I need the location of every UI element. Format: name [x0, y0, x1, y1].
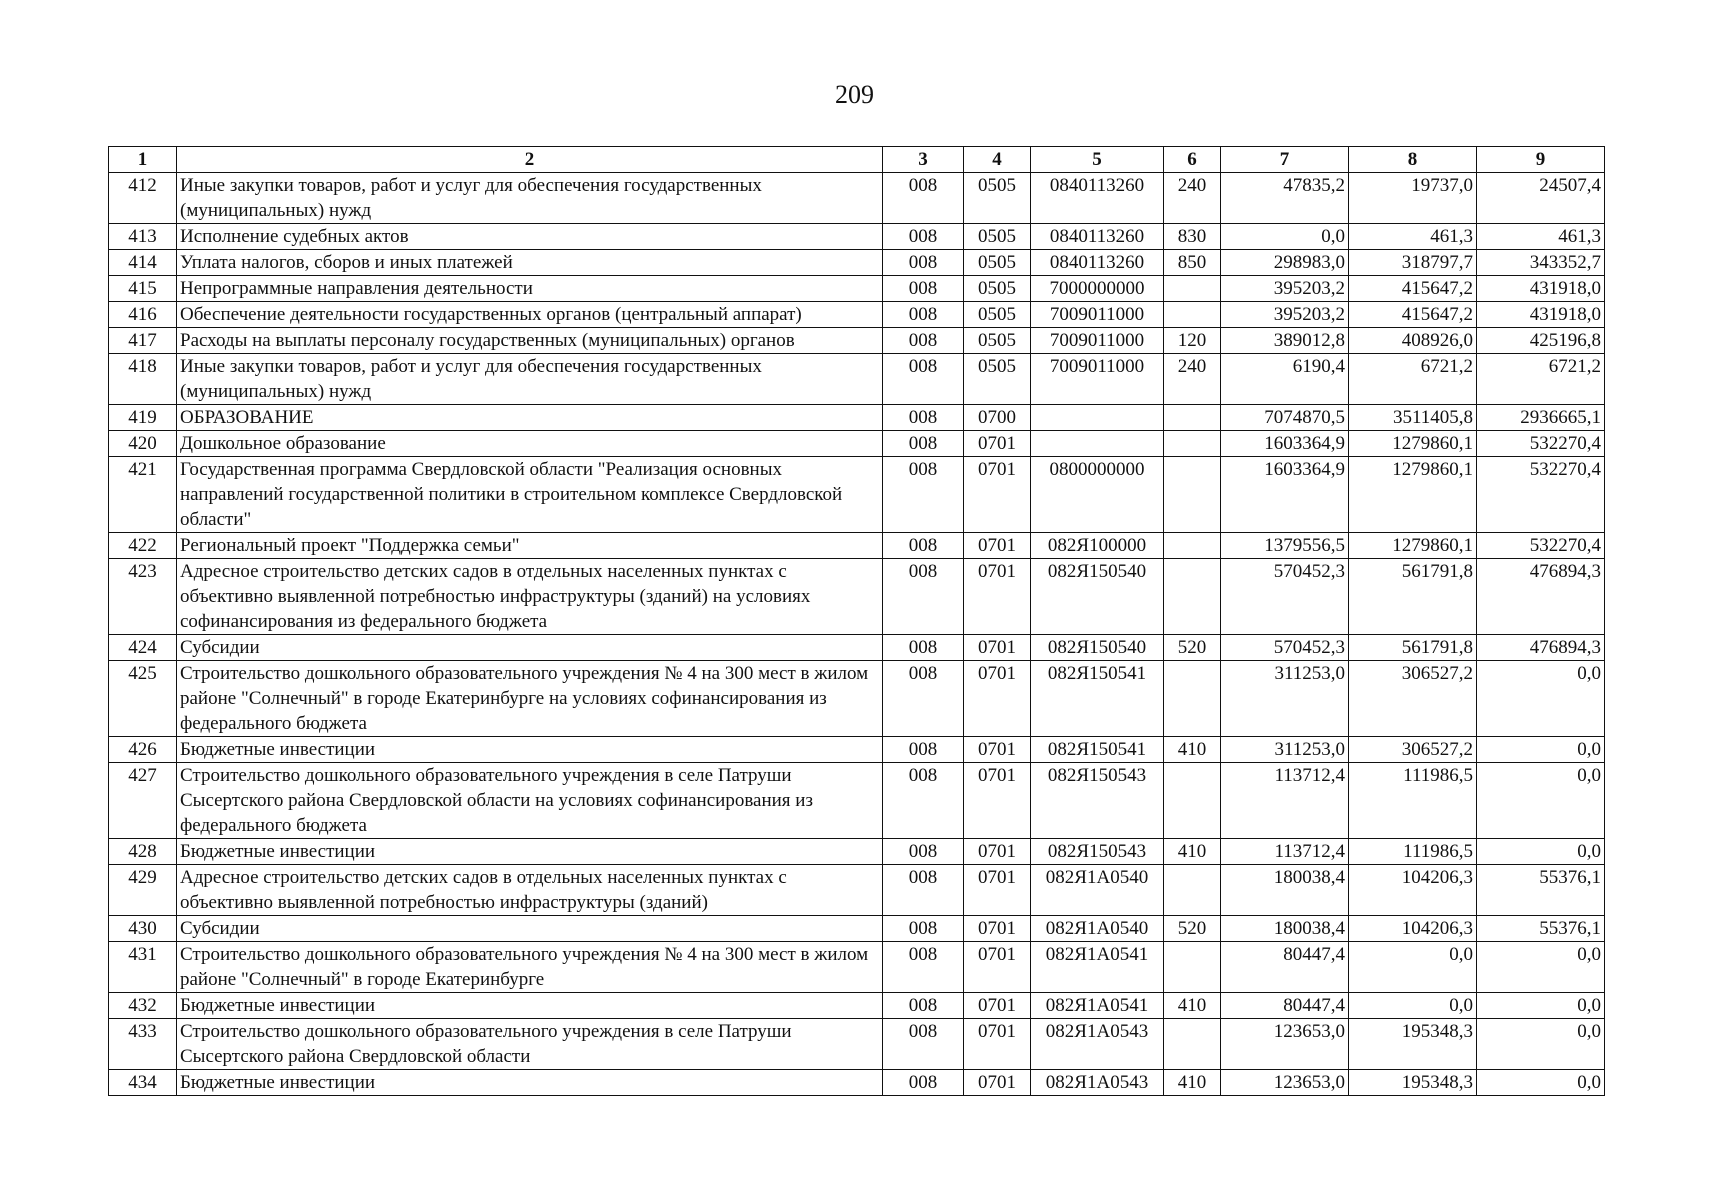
amount-cell-col8: 306527,2 [1349, 661, 1477, 737]
target-article-cell: 0840113260 [1031, 224, 1164, 250]
row-number-cell: 415 [109, 276, 177, 302]
row-number-cell: 414 [109, 250, 177, 276]
amount-cell-col8: 111986,5 [1349, 839, 1477, 865]
table-row [109, 737, 1605, 763]
department-code-cell: 008 [883, 224, 964, 250]
amount-cell-col9: 532270,4 [1477, 457, 1605, 533]
amount-cell-col9: 24507,4 [1477, 173, 1605, 224]
department-code-cell: 008 [883, 173, 964, 224]
amount-cell-col7: 123653,0 [1221, 1019, 1349, 1070]
table-row [109, 302, 1605, 328]
column-header: 2 [177, 147, 883, 173]
amount-cell-col8: 0,0 [1349, 993, 1477, 1019]
expense-type-cell: 830 [1164, 224, 1221, 250]
section-code-cell: 0701 [964, 737, 1031, 763]
target-article-cell: 082Я100000 [1031, 533, 1164, 559]
amount-cell-col8: 195348,3 [1349, 1019, 1477, 1070]
amount-cell-col8: 6721,2 [1349, 354, 1477, 405]
item-name-cell: ОБРАЗОВАНИЕ [177, 405, 883, 431]
target-article-cell [1031, 431, 1164, 457]
row-number-cell: 434 [109, 1070, 177, 1096]
row-number-cell: 412 [109, 173, 177, 224]
department-code-cell: 008 [883, 737, 964, 763]
column-header: 6 [1164, 147, 1221, 173]
row-number-cell: 426 [109, 737, 177, 763]
row-number-cell: 413 [109, 224, 177, 250]
table-row [109, 276, 1605, 302]
section-code-cell: 0701 [964, 916, 1031, 942]
table-row [109, 559, 1605, 635]
expense-type-cell: 520 [1164, 635, 1221, 661]
section-code-cell: 0505 [964, 250, 1031, 276]
item-name-cell: Строительство дошкольного образовательного учреждения в селе Патруши Сысертского района Свердловской области [177, 1019, 883, 1070]
amount-cell-col8: 195348,3 [1349, 1070, 1477, 1096]
table-row [109, 431, 1605, 457]
amount-cell-col8: 461,3 [1349, 224, 1477, 250]
department-code-cell: 008 [883, 1070, 964, 1096]
table-row [109, 865, 1605, 916]
item-name-cell: Строительство дошкольного образовательного учреждения в селе Патруши Сысертского района Свердловской области на условиях софинансирования из федерального бюджета [177, 763, 883, 839]
row-number-cell: 431 [109, 942, 177, 993]
item-name-cell: Непрограммные направления деятельности [177, 276, 883, 302]
row-number-cell: 425 [109, 661, 177, 737]
table-row [109, 916, 1605, 942]
expense-type-cell: 240 [1164, 354, 1221, 405]
section-code-cell: 0701 [964, 993, 1031, 1019]
amount-cell-col8: 19737,0 [1349, 173, 1477, 224]
amount-cell-col9: 476894,3 [1477, 635, 1605, 661]
section-code-cell: 0505 [964, 173, 1031, 224]
expense-type-cell: 410 [1164, 993, 1221, 1019]
amount-cell-col8: 0,0 [1349, 942, 1477, 993]
row-number-cell: 418 [109, 354, 177, 405]
amount-cell-col8: 561791,8 [1349, 635, 1477, 661]
target-article-cell: 0800000000 [1031, 457, 1164, 533]
target-article-cell: 082Я1А0540 [1031, 916, 1164, 942]
row-number-cell: 429 [109, 865, 177, 916]
amount-cell-col9: 0,0 [1477, 763, 1605, 839]
table-row [109, 763, 1605, 839]
expense-type-cell [1164, 559, 1221, 635]
amount-cell-col8: 1279860,1 [1349, 533, 1477, 559]
amount-cell-col9: 343352,7 [1477, 250, 1605, 276]
table-row [109, 250, 1605, 276]
amount-cell-col9: 461,3 [1477, 224, 1605, 250]
target-article-cell: 7009011000 [1031, 354, 1164, 405]
item-name-cell: Субсидии [177, 635, 883, 661]
table-row [109, 661, 1605, 737]
table-row [109, 405, 1605, 431]
row-number-cell: 432 [109, 993, 177, 1019]
amount-cell-col9: 431918,0 [1477, 276, 1605, 302]
department-code-cell: 008 [883, 839, 964, 865]
table-body [109, 173, 1605, 1096]
department-code-cell: 008 [883, 328, 964, 354]
department-code-cell: 008 [883, 763, 964, 839]
target-article-cell: 7000000000 [1031, 276, 1164, 302]
amount-cell-col9: 476894,3 [1477, 559, 1605, 635]
expense-type-cell [1164, 431, 1221, 457]
amount-cell-col7: 395203,2 [1221, 276, 1349, 302]
target-article-cell: 7009011000 [1031, 302, 1164, 328]
amount-cell-col8: 561791,8 [1349, 559, 1477, 635]
row-number-cell: 423 [109, 559, 177, 635]
row-number-cell: 430 [109, 916, 177, 942]
amount-cell-col7: 311253,0 [1221, 661, 1349, 737]
department-code-cell: 008 [883, 457, 964, 533]
department-code-cell: 008 [883, 916, 964, 942]
amount-cell-col8: 415647,2 [1349, 276, 1477, 302]
section-code-cell: 0505 [964, 354, 1031, 405]
expense-type-cell [1164, 533, 1221, 559]
amount-cell-col9: 0,0 [1477, 839, 1605, 865]
item-name-cell: Региональный проект "Поддержка семьи" [177, 533, 883, 559]
table-row [109, 1019, 1605, 1070]
section-code-cell: 0701 [964, 942, 1031, 993]
table-row [109, 1070, 1605, 1096]
amount-cell-col7: 47835,2 [1221, 173, 1349, 224]
table-row [109, 533, 1605, 559]
department-code-cell: 008 [883, 431, 964, 457]
item-name-cell: Строительство дошкольного образовательного учреждения № 4 на 300 мест в жилом районе "Солнечный" в городе Екатеринбурге [177, 942, 883, 993]
section-code-cell: 0701 [964, 533, 1031, 559]
section-code-cell: 0701 [964, 559, 1031, 635]
target-article-cell [1031, 405, 1164, 431]
item-name-cell: Адресное строительство детских садов в отдельных населенных пунктах с объективно выявленной потребностью инфраструктуры (зданий) на условиях софинансирования из федерального бюджета [177, 559, 883, 635]
amount-cell-col7: 570452,3 [1221, 635, 1349, 661]
expense-type-cell [1164, 1019, 1221, 1070]
amount-cell-col8: 111986,5 [1349, 763, 1477, 839]
table-row [109, 635, 1605, 661]
expense-type-cell [1164, 457, 1221, 533]
target-article-cell: 7009011000 [1031, 328, 1164, 354]
target-article-cell: 0840113260 [1031, 173, 1164, 224]
expense-type-cell [1164, 942, 1221, 993]
column-header: 9 [1477, 147, 1605, 173]
item-name-cell: Иные закупки товаров, работ и услуг для обеспечения государственных (муниципальных) нужд [177, 173, 883, 224]
amount-cell-col7: 180038,4 [1221, 865, 1349, 916]
column-header: 3 [883, 147, 964, 173]
target-article-cell: 082Я150543 [1031, 763, 1164, 839]
row-number-cell: 416 [109, 302, 177, 328]
amount-cell-col9: 431918,0 [1477, 302, 1605, 328]
expense-type-cell: 410 [1164, 1070, 1221, 1096]
expense-type-cell: 520 [1164, 916, 1221, 942]
column-header: 4 [964, 147, 1031, 173]
row-number-cell: 428 [109, 839, 177, 865]
row-number-cell: 420 [109, 431, 177, 457]
column-header: 1 [109, 147, 177, 173]
table-header-row [109, 147, 1605, 173]
item-name-cell: Бюджетные инвестиции [177, 1070, 883, 1096]
expense-type-cell [1164, 302, 1221, 328]
amount-cell-col7: 1379556,5 [1221, 533, 1349, 559]
department-code-cell: 008 [883, 250, 964, 276]
amount-cell-col9: 2936665,1 [1477, 405, 1605, 431]
amount-cell-col7: 298983,0 [1221, 250, 1349, 276]
section-code-cell: 0701 [964, 763, 1031, 839]
amount-cell-col8: 1279860,1 [1349, 431, 1477, 457]
amount-cell-col9: 0,0 [1477, 993, 1605, 1019]
table-row [109, 328, 1605, 354]
expense-type-cell [1164, 661, 1221, 737]
amount-cell-col9: 532270,4 [1477, 431, 1605, 457]
row-number-cell: 433 [109, 1019, 177, 1070]
amount-cell-col7: 311253,0 [1221, 737, 1349, 763]
amount-cell-col7: 389012,8 [1221, 328, 1349, 354]
column-header: 7 [1221, 147, 1349, 173]
row-number-cell: 424 [109, 635, 177, 661]
item-name-cell: Бюджетные инвестиции [177, 737, 883, 763]
amount-cell-col9: 0,0 [1477, 942, 1605, 993]
expense-type-cell: 120 [1164, 328, 1221, 354]
expense-type-cell [1164, 865, 1221, 916]
amount-cell-col9: 0,0 [1477, 1070, 1605, 1096]
row-number-cell: 419 [109, 405, 177, 431]
section-code-cell: 0505 [964, 276, 1031, 302]
amount-cell-col8: 306527,2 [1349, 737, 1477, 763]
section-code-cell: 0701 [964, 865, 1031, 916]
section-code-cell: 0505 [964, 224, 1031, 250]
expense-type-cell [1164, 276, 1221, 302]
expense-type-cell [1164, 763, 1221, 839]
amount-cell-col7: 80447,4 [1221, 942, 1349, 993]
amount-cell-col8: 318797,7 [1349, 250, 1477, 276]
department-code-cell: 008 [883, 942, 964, 993]
section-code-cell: 0701 [964, 839, 1031, 865]
department-code-cell: 008 [883, 865, 964, 916]
amount-cell-col7: 0,0 [1221, 224, 1349, 250]
item-name-cell: Государственная программа Свердловской области "Реализация основных направлений государственной политики в строительном комплексе Свердловской области" [177, 457, 883, 533]
target-article-cell: 0840113260 [1031, 250, 1164, 276]
item-name-cell: Бюджетные инвестиции [177, 993, 883, 1019]
department-code-cell: 008 [883, 533, 964, 559]
section-code-cell: 0701 [964, 1019, 1031, 1070]
amount-cell-col9: 425196,8 [1477, 328, 1605, 354]
amount-cell-col7: 1603364,9 [1221, 457, 1349, 533]
table-row [109, 354, 1605, 405]
row-number-cell: 421 [109, 457, 177, 533]
table-row [109, 839, 1605, 865]
item-name-cell: Адресное строительство детских садов в отдельных населенных пунктах с объективно выявленной потребностью инфраструктуры (зданий) [177, 865, 883, 916]
page-number: 209 [835, 80, 874, 109]
target-article-cell: 082Я150543 [1031, 839, 1164, 865]
amount-cell-col7: 113712,4 [1221, 839, 1349, 865]
department-code-cell: 008 [883, 559, 964, 635]
amount-cell-col9: 55376,1 [1477, 916, 1605, 942]
amount-cell-col9: 55376,1 [1477, 865, 1605, 916]
section-code-cell: 0701 [964, 457, 1031, 533]
amount-cell-col8: 408926,0 [1349, 328, 1477, 354]
expense-type-cell: 240 [1164, 173, 1221, 224]
item-name-cell: Исполнение судебных актов [177, 224, 883, 250]
table-row [109, 224, 1605, 250]
department-code-cell: 008 [883, 1019, 964, 1070]
section-code-cell: 0701 [964, 635, 1031, 661]
budget-table [108, 146, 1605, 1096]
target-article-cell: 082Я150540 [1031, 635, 1164, 661]
amount-cell-col7: 395203,2 [1221, 302, 1349, 328]
table-row [109, 942, 1605, 993]
amount-cell-col9: 6721,2 [1477, 354, 1605, 405]
department-code-cell: 008 [883, 635, 964, 661]
item-name-cell: Уплата налогов, сборов и иных платежей [177, 250, 883, 276]
amount-cell-col7: 80447,4 [1221, 993, 1349, 1019]
amount-cell-col7: 7074870,5 [1221, 405, 1349, 431]
table-row [109, 457, 1605, 533]
amount-cell-col7: 570452,3 [1221, 559, 1349, 635]
department-code-cell: 008 [883, 354, 964, 405]
amount-cell-col9: 532270,4 [1477, 533, 1605, 559]
amount-cell-col7: 113712,4 [1221, 763, 1349, 839]
department-code-cell: 008 [883, 302, 964, 328]
department-code-cell: 008 [883, 276, 964, 302]
item-name-cell: Расходы на выплаты персоналу государственных (муниципальных) органов [177, 328, 883, 354]
department-code-cell: 008 [883, 405, 964, 431]
amount-cell-col8: 104206,3 [1349, 865, 1477, 916]
expense-type-cell: 410 [1164, 839, 1221, 865]
target-article-cell: 082Я1А0543 [1031, 1019, 1164, 1070]
section-code-cell: 0700 [964, 405, 1031, 431]
target-article-cell: 082Я1А0541 [1031, 942, 1164, 993]
section-code-cell: 0505 [964, 328, 1031, 354]
target-article-cell: 082Я1А0541 [1031, 993, 1164, 1019]
target-article-cell: 082Я150540 [1031, 559, 1164, 635]
amount-cell-col7: 123653,0 [1221, 1070, 1349, 1096]
expense-type-cell: 850 [1164, 250, 1221, 276]
item-name-cell: Строительство дошкольного образовательного учреждения № 4 на 300 мест в жилом районе "Солнечный" в городе Екатеринбурге на условиях софинансирования из федерального бюджета [177, 661, 883, 737]
table-row [109, 173, 1605, 224]
expense-type-cell [1164, 405, 1221, 431]
expense-type-cell: 410 [1164, 737, 1221, 763]
amount-cell-col8: 415647,2 [1349, 302, 1477, 328]
target-article-cell: 082Я150541 [1031, 737, 1164, 763]
row-number-cell: 427 [109, 763, 177, 839]
table-row [109, 993, 1605, 1019]
amount-cell-col7: 180038,4 [1221, 916, 1349, 942]
item-name-cell: Бюджетные инвестиции [177, 839, 883, 865]
column-header: 5 [1031, 147, 1164, 173]
item-name-cell: Обеспечение деятельности государственных органов (центральный аппарат) [177, 302, 883, 328]
row-number-cell: 422 [109, 533, 177, 559]
amount-cell-col9: 0,0 [1477, 1019, 1605, 1070]
item-name-cell: Иные закупки товаров, работ и услуг для обеспечения государственных (муниципальных) нужд [177, 354, 883, 405]
target-article-cell: 082Я1А0543 [1031, 1070, 1164, 1096]
target-article-cell: 082Я150541 [1031, 661, 1164, 737]
amount-cell-col9: 0,0 [1477, 737, 1605, 763]
item-name-cell: Субсидии [177, 916, 883, 942]
amount-cell-col9: 0,0 [1477, 661, 1605, 737]
amount-cell-col8: 104206,3 [1349, 916, 1477, 942]
section-code-cell: 0701 [964, 661, 1031, 737]
section-code-cell: 0701 [964, 1070, 1031, 1096]
target-article-cell: 082Я1А0540 [1031, 865, 1164, 916]
department-code-cell: 008 [883, 993, 964, 1019]
amount-cell-col7: 1603364,9 [1221, 431, 1349, 457]
amount-cell-col7: 6190,4 [1221, 354, 1349, 405]
amount-cell-col8: 3511405,8 [1349, 405, 1477, 431]
amount-cell-col8: 1279860,1 [1349, 457, 1477, 533]
row-number-cell: 417 [109, 328, 177, 354]
item-name-cell: Дошкольное образование [177, 431, 883, 457]
department-code-cell: 008 [883, 661, 964, 737]
column-header: 8 [1349, 147, 1477, 173]
section-code-cell: 0701 [964, 431, 1031, 457]
section-code-cell: 0505 [964, 302, 1031, 328]
